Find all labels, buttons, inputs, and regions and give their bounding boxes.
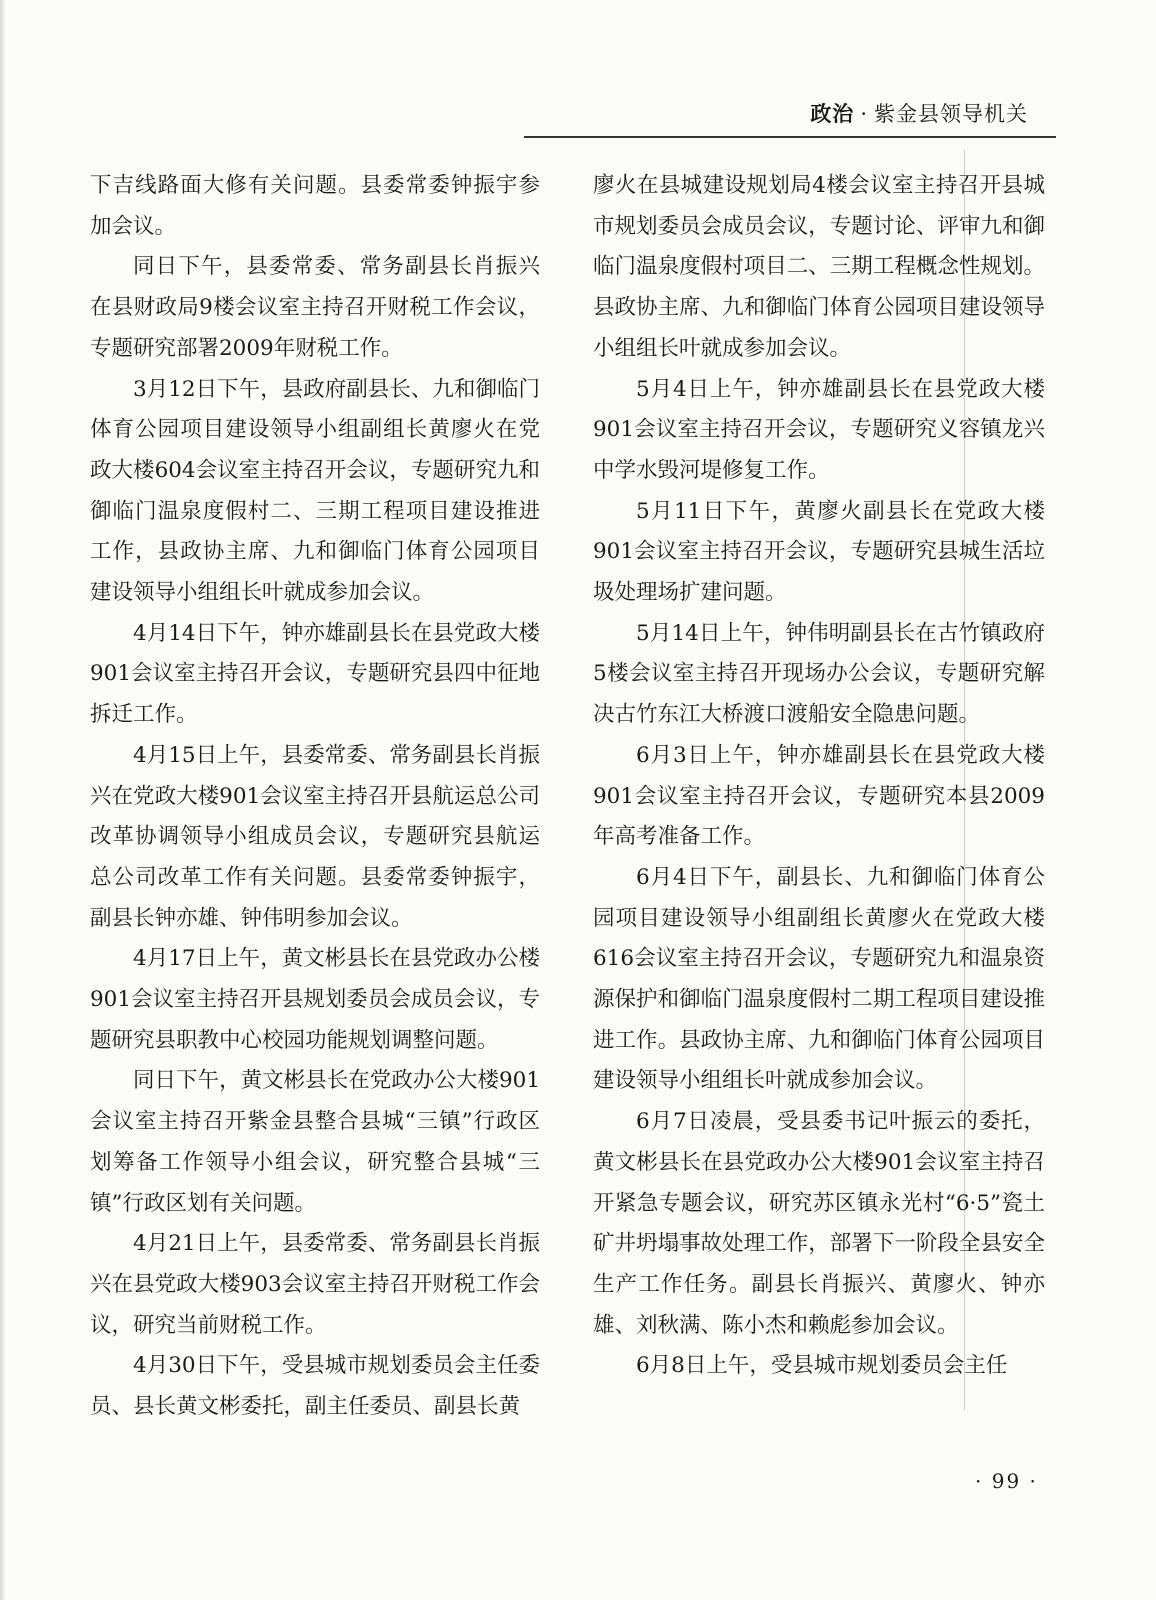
scan-fold-line — [964, 150, 965, 1410]
running-header — [810, 98, 1028, 128]
paragraph: 5月11日下午，黄廖火副县长在党政大楼901会议室主持召开会议，专题研究县城生活垃圾处理场扩建问题。 — [593, 498, 1045, 606]
header-separator: · — [860, 102, 868, 126]
paragraph: 廖火在县城建设规划局4楼会议室主持召开县城市规划委员会成员会议，专题讨论、评审九和御临门温泉度假村项目二、三期工程概念性规划。县政协主席、九和御临门体育公园项目建设领导小组组长叶就成参加会议。 — [593, 173, 1045, 361]
paragraph: 4月15日上午，县委常委、常务副县长肖振兴在党政大楼901会议室主持召开县航运总公司改革协调领导小组成员会议，专题研究县航运总公司改革工作有关问题。县委常委钟振宇，副县长钟亦雄、钟伟明参加会议。 — [90, 742, 540, 931]
header-section: 政治 — [810, 101, 855, 126]
paragraph: 4月17日上午，黄文彬县长在县党政办公楼901会议室主持召开县规划委员会成员会议，专题研究县职教中心校园功能规划调整问题。 — [90, 946, 540, 1053]
page-number: · 99 · — [975, 1469, 1038, 1493]
paragraph: 6月8日上午，受县城市规划委员会主任 — [636, 1353, 1008, 1379]
paragraph: 4月21日上午，县委常委、常务副县长肖振兴在县党政大楼903会议室主持召开财税工作会议，研究当前财税工作。 — [90, 1231, 540, 1338]
paragraph: 6月3日上午，钟亦雄副县长在县党政大楼901会议室主持召开会议，专题研究本县2009年高考准备工作。 — [593, 742, 1045, 850]
paragraph: 同日下午，黄文彬县长在党政办公大楼901会议室主持召开紫金县整合县城“三镇”行政区划筹备工作领导小组会议，研究整合县城“三镇”行政区划有关问题。 — [90, 1068, 540, 1216]
paragraph: 下吉线路面大修有关问题。县委常委钟振宇参加会议。 — [90, 173, 540, 239]
page-edge-shadow — [0, 0, 6, 1600]
left-column — [90, 166, 540, 1428]
paragraph: 5月4日上午，钟亦雄副县长在县党政大楼901会议室主持召开会议，专题研究义容镇龙兴中学水毁河堤修复工作。 — [593, 376, 1045, 483]
header-rule — [524, 136, 1056, 138]
paragraph: 4月14日下午，钟亦雄副县长在县党政大楼901会议室主持召开会议，专题研究县四中征地拆迁工作。 — [90, 620, 540, 728]
paragraph: 6月4日下午，副县长、九和御临门体育公园项目建设领导小组副组长黄廖火在党政大楼616会议室主持召开会议，专题研究九和温泉资源保护和御临门温泉度假村二期工程项目建设推进工作。县政协主席、九和御临门体育公园项目建设领导小组组长叶就成参加会议。 — [593, 864, 1045, 1094]
paragraph: 5月14日上午，钟伟明副县长在古竹镇政府5楼会议室主持召开现场办公会议，专题研究解决古竹东江大桥渡口渡船安全隐患问题。 — [593, 620, 1045, 728]
paragraph: 6月7日凌晨，受县委书记叶振云的委托，黄文彬县长在县党政办公大楼901会议室主持召开紧急专题会议，研究苏区镇永光村“6·5”瓷土矿井坍塌事故处理工作，部署下一阶段全县安全生产工作任务。副县长肖振兴、黄廖火、钟亦雄、刘秋满、陈小杰和赖彪参加会议。 — [593, 1109, 1045, 1338]
paragraph: 同日下午，县委常委、常务副县长肖振兴在县财政局9楼会议室主持召开财税工作会议，专题研究部署2009年财税工作。 — [90, 254, 540, 361]
paragraph: 4月30日下午，受县城市规划委员会主任委员、县长黄文彬委托，副主任委员、副县长黄 — [90, 1353, 540, 1420]
header-subtitle: 紫金县领导机关 — [874, 102, 1028, 126]
right-column — [593, 166, 1045, 1387]
paragraph: 3月12日下午，县政府副县长、九和御临门体育公园项目建设领导小组副组长黄廖火在党政大楼604会议室主持召开会议，专题研究九和御临门温泉度假村二、三期工程项目建设推进工作，县政协主席、九和御临门体育公园项目建设领导小组组长叶就成参加会议。 — [90, 376, 540, 606]
